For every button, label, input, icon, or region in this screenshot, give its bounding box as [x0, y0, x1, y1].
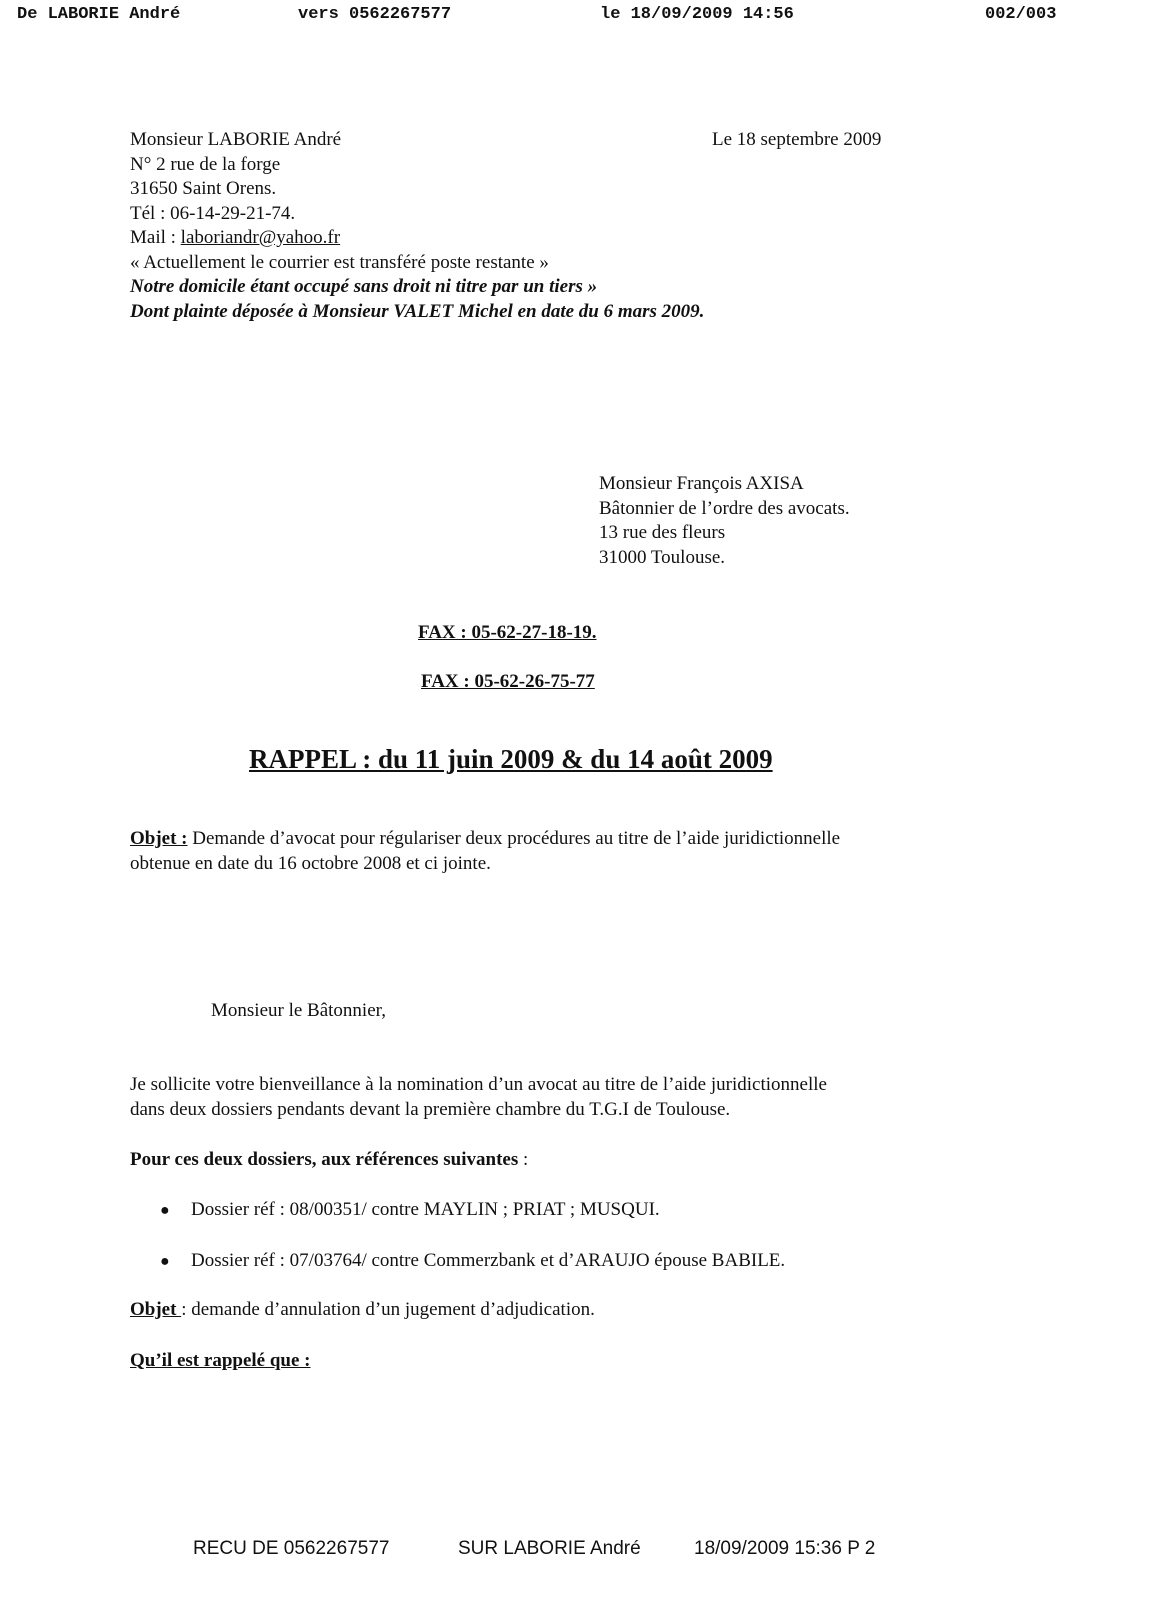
sender-mail-line [130, 226, 704, 251]
sender-address: N° 2 rue de la forge [130, 153, 281, 175]
bullet-icon: ● [160, 1202, 170, 1219]
body-line-1: Je sollicite votre bienveillance à la nomination d’un avocat au titre de l’aide juridictionnelle [130, 1074, 827, 1095]
refs-colon: : [518, 1149, 529, 1170]
rappel-heading [249, 744, 773, 775]
fax-header-page: 002/003 [985, 5, 1057, 24]
objet-2-label: Objet [130, 1299, 182, 1320]
sender-tel: Tél : 06-14-29-21-74. [130, 202, 296, 224]
objet-line-1: Demande d’avocat pour régulariser deux procédures au titre de l’aide juridictionnelle [187, 828, 841, 849]
mail-label: Mail : [130, 227, 181, 248]
fax-number-1 [418, 622, 597, 644]
fax-header-to: vers 0562267577 [298, 5, 452, 24]
fax-number-1-text: FAX : 05-62-27-18-19. [418, 622, 597, 643]
objet-label: Objet : [130, 828, 188, 849]
fax-header-from: De LABORIE André [17, 5, 181, 24]
salutation: Monsieur le Bâtonnier, [211, 1000, 386, 1021]
sender-note-3: Dont plainte déposée à Monsieur VALET Michel en date du 6 mars 2009. [130, 300, 705, 322]
fax-header-date: le 18/09/2009 14:56 [600, 5, 794, 24]
recipient-name: Monsieur François AXISA [599, 473, 804, 494]
objet-line-2: obtenue en date du 16 octobre 2008 et ci jointe. [130, 852, 491, 874]
recipient-block [599, 472, 850, 570]
fax-number-2 [421, 671, 595, 693]
sender-city: 31650 Saint Orens. [130, 178, 277, 199]
recipient-city: 31000 Toulouse. [599, 546, 726, 568]
objet-2-text: : demande d’annulation d’un jugement d’adjudication. [181, 1299, 595, 1320]
recipient-title: Bâtonnier de l’ordre des avocats. [599, 497, 850, 519]
fax-footer-date: 18/09/2009 15:36 P 2 [694, 1538, 876, 1559]
fax-footer-sur: SUR LABORIE André [458, 1538, 641, 1559]
sender-block [130, 128, 704, 324]
rappele-heading [130, 1350, 311, 1372]
recipient-address: 13 rue des fleurs [599, 522, 726, 543]
sender-note-1: « Actuellement le courrier est transféré poste restante » [130, 251, 549, 273]
bullet-icon: ● [160, 1253, 170, 1270]
rappel-text: RAPPEL : du 11 juin 2009 & du 14 août 2009 [249, 744, 773, 774]
mail-link[interactable]: laboriandr@yahoo.fr [180, 227, 341, 248]
objet-block [130, 827, 840, 876]
sender-name: Monsieur LABORIE André [130, 129, 342, 150]
refs-heading-text: Pour ces deux dossiers, aux références suivantes [130, 1149, 519, 1170]
fax-footer-recu: RECU DE 0562267577 [193, 1538, 390, 1559]
body-line-2: dans deux dossiers pendants devant la première chambre du T.G.I de Toulouse. [130, 1098, 731, 1120]
ref-item-2: Dossier réf : 07/03764/ contre Commerzbank et d’ARAUJO épouse BABILE. [191, 1250, 786, 1271]
objet-2 [130, 1299, 595, 1321]
refs-heading [130, 1149, 528, 1171]
rappele-text: Qu’il est rappelé que : [130, 1350, 311, 1371]
letter-date: Le 18 septembre 2009 [712, 129, 882, 150]
sender-note-2: Notre domicile étant occupé sans droit ni titre par un tiers » [130, 276, 598, 297]
body-paragraph [130, 1073, 827, 1122]
ref-item-1: Dossier réf : 08/00351/ contre MAYLIN ; PRIAT ; MUSQUI. [191, 1199, 660, 1220]
fax-number-2-text: FAX : 05-62-26-75-77 [421, 671, 595, 692]
